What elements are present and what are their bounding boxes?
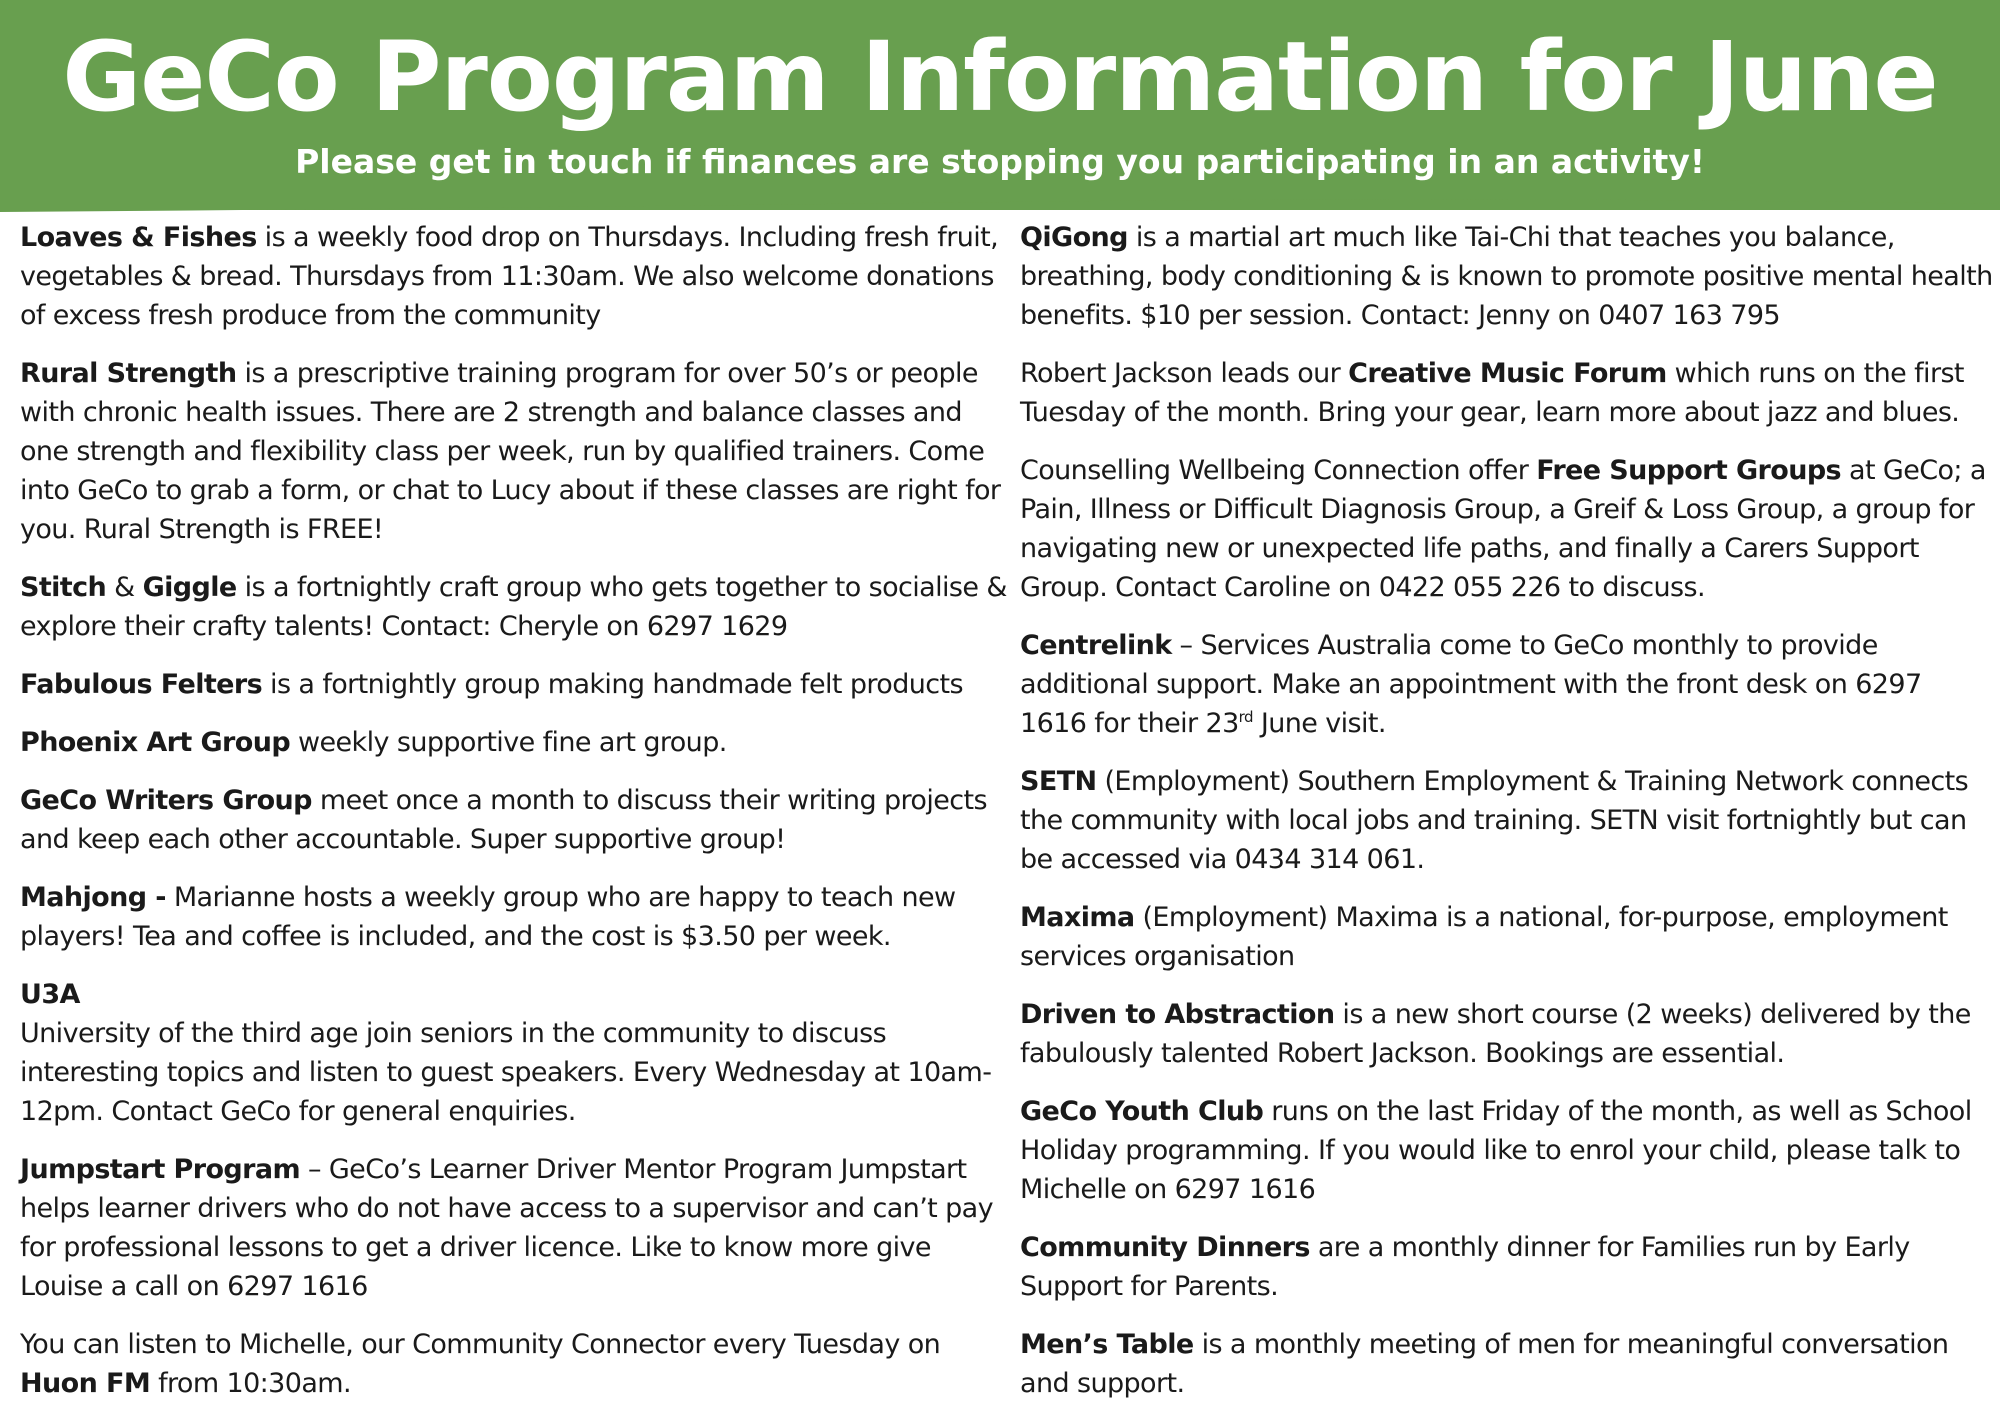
program-free-support-groups: [1020, 451, 1995, 607]
program-centrelink: [1020, 626, 1995, 743]
program-intro: Robert Jackson leads our: [1020, 358, 1349, 389]
program-name: QiGong: [1020, 222, 1128, 253]
program-description-end: June visit.: [1252, 708, 1386, 739]
program-description: runs on the last Friday of the month, as well as School Holiday programming. If you would like to enrol your child, please talk to Michelle on 6297 1616: [1020, 1096, 1972, 1205]
program-description: which runs on the first Tuesday of the month. Bring your gear, learn more about jazz and blues.: [1020, 358, 1964, 428]
program-mahjong: [20, 878, 1010, 956]
program-qigong: [1020, 218, 1995, 335]
program-name: Mahjong -: [20, 882, 166, 913]
program-description: from 10:30am.: [150, 1368, 351, 1399]
program-name: Community Dinners: [1020, 1232, 1310, 1263]
program-jumpstart: [20, 1150, 1010, 1306]
header-wave-edge: [0, 190, 2000, 220]
ordinal-suffix: rd: [1238, 708, 1253, 726]
program-name: Maxima: [1020, 902, 1135, 933]
program-name: Rural Strength: [20, 358, 237, 389]
program-writers-group: [20, 781, 1010, 859]
page-header: [0, 0, 2000, 210]
program-loaves-fishes: [20, 218, 1010, 335]
program-maxima: [1020, 898, 1995, 976]
program-u3a: [20, 975, 1010, 1131]
program-rural-strength: [20, 354, 1010, 549]
program-description: is a fortnightly group making handmade felt products: [262, 669, 963, 700]
program-description: at GeCo; a Pain, Illness or Difficult Diagnosis Group, a Greif & Loss Group, a group for navigating new or unexpected life paths, and finally a Carers Support Group. Contact Caroline on 0422 055 226 to discuss.: [1020, 455, 1986, 603]
program-description: is a martial art much like Tai-Chi that teaches you balance, breathing, body conditioning & is known to promote positive mental health benefits. $10 per session. Contact: Jenny on 0407 163 795: [1020, 222, 1993, 331]
program-name-part-a: Stitch: [20, 572, 107, 603]
program-name: SETN: [1020, 766, 1097, 797]
page-title: GeCo Program Information for June: [62, 21, 1938, 133]
program-description: meet once a month to discuss their writing projects and keep each other accountable. Super supportive group!: [20, 785, 987, 855]
program-name: Phoenix Art Group: [20, 727, 291, 758]
program-driven-to-abstraction: [1020, 995, 1995, 1073]
program-creative-music-forum: [1020, 354, 1995, 432]
program-name: Loaves & Fishes: [20, 222, 257, 253]
program-description: are a monthly dinner for Families run by Early Support for Parents.: [1020, 1232, 1910, 1302]
program-intro: Counselling Wellbeing Connection offer: [1020, 455, 1537, 486]
program-mens-table: [1020, 1325, 1995, 1403]
program-huon-fm: [20, 1325, 1010, 1403]
program-description: is a weekly food drop on Thursdays. Including fresh fruit, vegetables & bread. Thursdays from 11:30am. We also welcome donations of excess fresh produce from the community: [20, 222, 999, 331]
program-description: – Services Australia come to GeCo monthly to provide additional support. Make an appointment with the front desk on 6297 1616 for their 23: [1020, 630, 1922, 739]
program-description: (Employment) Southern Employment & Training Network connects the community with local jobs and training. SETN visit fortnightly but can be accessed via 0434 314 061.: [1020, 766, 1969, 875]
program-name: Fabulous Felters: [20, 669, 263, 700]
program-name: Creative Music Forum: [1348, 358, 1667, 389]
program-name-joiner: &: [106, 572, 143, 603]
program-phoenix-art: [20, 723, 1010, 762]
program-stitch-giggle: [20, 568, 1010, 646]
program-name: Centrelink: [1020, 630, 1172, 661]
program-description: is a monthly meeting of men for meaningful conversation and support.: [1020, 1329, 1949, 1399]
program-intro: You can listen to Michelle, our Community Connector every Tuesday on: [20, 1329, 941, 1360]
program-name: GeCo Youth Club: [1020, 1096, 1264, 1127]
program-description: is a prescriptive training program for over 50’s or people with chronic health issues. There are 2 strength and balance classes and one strength and flexibility class per week, run by qualified trainers. Come into GeCo to grab a form, or chat to Lucy about if these classes are right for you. Rural Strength is FREE!: [20, 358, 1001, 545]
program-name: Driven to Abstraction: [1020, 999, 1335, 1030]
left-column: [20, 218, 1010, 1422]
program-name: Jumpstart Program: [20, 1154, 300, 1185]
program-fabulous-felters: [20, 665, 1010, 704]
program-description: (Employment) Maxima is a national, for-purpose, employment services organisation: [1020, 902, 1948, 972]
program-setn: [1020, 762, 1995, 879]
program-description: Marianne hosts a weekly group who are happy to teach new players! Tea and coffee is included, and the cost is $3.50 per week.: [20, 882, 956, 952]
program-name: GeCo Writers Group: [20, 785, 312, 816]
program-name: Huon FM: [20, 1368, 151, 1399]
program-description: is a fortnightly craft group who gets together to socialise & explore their crafty talents! Contact: Cheryle on 6297 1629: [20, 572, 1007, 642]
program-community-dinners: [1020, 1228, 1995, 1306]
program-name: Men’s Table: [1020, 1329, 1194, 1360]
program-description: – GeCo’s Learner Driver Mentor Program Jumpstart helps learner drivers who do not have access to a supervisor and can’t pay for professional lessons to get a driver licence. Like to know more give Louise a call on 6297 1616: [20, 1154, 994, 1302]
right-column: [1020, 218, 1995, 1422]
program-description: is a new short course (2 weeks) delivered by the fabulously talented Robert Jackson. Bookings are essential.: [1020, 999, 1971, 1069]
program-name-part-b: Giggle: [142, 572, 237, 603]
program-youth-club: [1020, 1092, 1995, 1209]
program-name: U3A: [20, 979, 80, 1010]
program-name: Free Support Groups: [1536, 455, 1842, 486]
page-subtitle: Please get in touch if finances are stopping you participating in an activity!: [295, 142, 1705, 181]
program-description: weekly supportive fine art group.: [290, 727, 727, 758]
program-description: University of the third age join seniors in the community to discuss interesting topics and listen to guest speakers. Every Wednesday at 10am-12pm. Contact GeCo for general enquiries.: [20, 1018, 992, 1127]
